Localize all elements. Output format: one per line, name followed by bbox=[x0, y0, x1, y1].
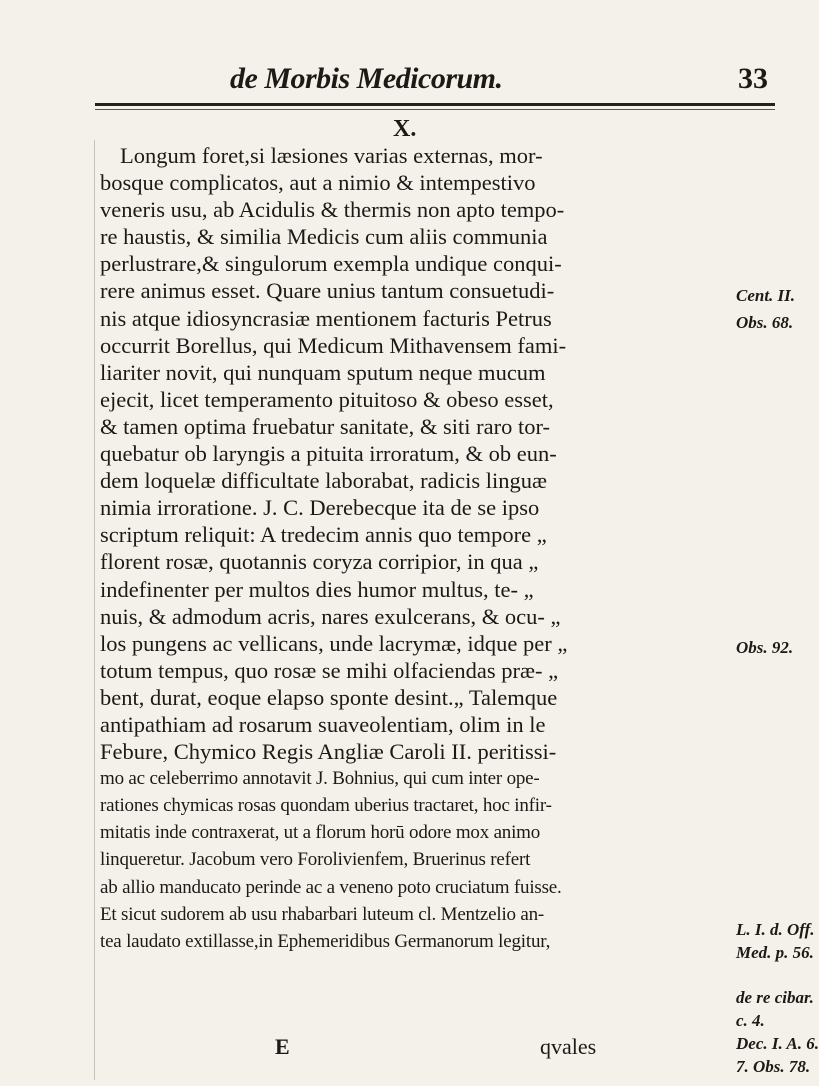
text-line: scriptum reliquit: A tredecim annis quo tempore „ bbox=[100, 522, 547, 548]
header-rule bbox=[95, 103, 775, 106]
margin-note: Obs. 68. bbox=[736, 313, 794, 332]
text-line: quebatur ob laryngis a pituita irroratum, & ob eun- bbox=[100, 441, 557, 467]
text-line: antipathiam ad rosarum suaveolentiam, olim in le bbox=[100, 711, 546, 737]
text-line: nimia irroratione. J. C. Derebecque ita de se ipso bbox=[100, 495, 540, 521]
text-line: occurrit Borellus, qui Medicum Mithavensem fami- bbox=[100, 332, 567, 358]
text-line-small: ab allio manducato perinde ac a veneno poto cruciatum fuisse. bbox=[100, 876, 562, 898]
margin-note: Med. p. 56. bbox=[736, 943, 814, 962]
text-line-small: mo ac celeberrimo annotavit J. Bohnius, qui cum inter ope- bbox=[100, 768, 540, 790]
margin-note: c. 4. bbox=[736, 1011, 765, 1030]
text-line: Febure, Chymico Regis Angliæ Caroli II. peritissi- bbox=[100, 739, 557, 765]
text-line: florent rosæ, quotannis coryza corripior, in qua „ bbox=[100, 549, 539, 575]
margin-note: L. I. d. Off. bbox=[736, 920, 815, 939]
text-line: bent, durat, eoque elapso sponte desint.„ Talemque bbox=[100, 684, 558, 710]
text-line-small: linqueretur. Jacobum vero Forolivienfem, Bruerinus refert bbox=[100, 849, 531, 871]
text-line-small: Et sicut sudorem ab usu rhabarbari luteum cl. Mentzelio an- bbox=[100, 903, 545, 925]
text-line: re haustis, & similia Medicis cum aliis communia bbox=[100, 224, 548, 250]
margin-note: de re cibar. bbox=[736, 988, 814, 1007]
text-line: los pungens ac vellicans, unde lacrymæ, idque per „ bbox=[100, 630, 568, 656]
text-line: indefinenter per multos dies humor multus, te- „ bbox=[100, 576, 534, 602]
text-line-small: tea laudato extillasse,in Ephemeridibus Germanorum legitur, bbox=[100, 930, 551, 952]
text-line: Longum foret,si læsiones varias externas, mor- bbox=[120, 143, 543, 168]
running-head: de Morbis Medicorum. bbox=[230, 62, 503, 95]
page-number: 33 bbox=[738, 62, 768, 95]
text-line: rere animus esset. Quare unius tantum consuetudi- bbox=[100, 278, 555, 304]
text-line-small: rationes chymicas rosas quondam uberius tractaret, hoc infir- bbox=[100, 795, 552, 817]
text-line: veneris usu, ab Acidulis & thermis non apto tempo- bbox=[100, 197, 565, 223]
text-line: & tamen optima fruebatur sanitate, & siti raro tor- bbox=[100, 413, 551, 439]
body-text bbox=[100, 142, 730, 955]
signature-mark: E bbox=[275, 1034, 290, 1059]
text-line: bosque complicatos, aut a nimio & intempestivo bbox=[100, 170, 536, 196]
text-line: totum tempus, quo rosæ se mihi olfaciendas præ- „ bbox=[100, 657, 559, 683]
text-line: nuis, & admodum acris, nares exulcerans, & ocu- „ bbox=[100, 603, 561, 629]
catchword: qvales bbox=[540, 1034, 597, 1059]
text-line: perlustrare,& singulorum exempla undique conqui- bbox=[100, 251, 562, 277]
margin-note: Cent. II. bbox=[736, 286, 796, 305]
margin-note: Obs. 92. bbox=[736, 638, 794, 657]
text-line-small: mitatis inde contraxerat, ut a florum horū odore mox animo bbox=[100, 822, 541, 844]
header-rule-thin bbox=[95, 109, 775, 110]
section-number: X. bbox=[393, 116, 417, 142]
text-line: dem loquelæ difficultate laborabat, radicis linguæ bbox=[100, 468, 547, 494]
margin-note: 7. Obs. 78. bbox=[736, 1057, 811, 1076]
margin-note: Dec. I. A. 6. bbox=[736, 1034, 819, 1053]
text-line: ejecit, licet temperamento pituitoso & obeso esset, bbox=[100, 386, 554, 412]
text-line: nis atque idiosyncrasiæ mentionem facturis Petrus bbox=[100, 305, 552, 331]
text-line: liariter novit, qui nunquam sputum neque mucum bbox=[100, 359, 546, 385]
page-edge bbox=[94, 140, 95, 1080]
